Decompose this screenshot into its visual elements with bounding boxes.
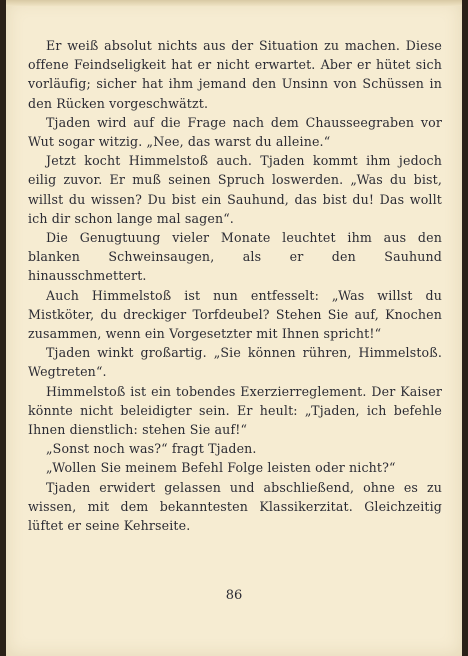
paragraph: Jetzt kocht Himmelstoß auch. Tjaden kommt ihm jedoch eilig zuvor. Er muß seinen Spruch loswerden. „Was du bist, willst du wissen? Du bist ein Sauhund, das bist du! Das wollt ich dir schon lange mal sagen“.	[28, 153, 442, 226]
paragraph: „Wollen Sie meinem Befehl Folge leisten oder nicht?“	[46, 460, 396, 476]
paragraph: Tjaden wird auf die Frage nach dem Chausseegraben vor Wut sogar witzig. „Nee, das warst du alleine.“	[28, 114, 442, 150]
paragraph: „Sonst noch was?“ fragt Tjaden.	[46, 441, 257, 457]
paragraph: Er weiß absolut nichts aus der Situation zu machen. Diese offene Feindseligkeit hat er nicht erwartet. Aber er hütet sich vorläufig; sicher hat ihm jemand den Unsinn von Schüssen in den Rücken vorgeschwätzt.	[28, 38, 442, 111]
page-top-edge	[6, 0, 462, 6]
page-number: 86	[225, 588, 243, 603]
paragraph: Die Genugtuung vieler Monate leuchtet ihm aus den blanken Schweinsaugen, als er den Sauhund hinausschmettert.	[28, 230, 442, 284]
paragraph: Himmelstoß ist ein tobendes Exerzierreglement. Der Kaiser könnte nicht beleidigter sein. Er heult: „Tjaden, ich befehle Ihnen dienstlich: stehen Sie auf!“	[28, 383, 442, 438]
page-body-text	[28, 36, 442, 535]
paragraph: Auch Himmelstoß ist nun entfesselt: „Was willst du Mistköter, du dreckiger Torfdeubel? Stehen Sie auf, Knochen zusammen, wenn ein Vorgesetzter mit Ihnen spricht!“	[28, 287, 442, 342]
paragraph: Tjaden winkt großartig. „Sie können rühren, Himmelstoß. Wegtreten“.	[28, 345, 442, 380]
book-page	[6, 0, 462, 656]
paragraph: Tjaden erwidert gelassen und abschließend, ohne es zu wissen, mit dem bekanntesten Klassikerzitat. Gleichzeitig lüftet er seine Kehrseite.	[28, 479, 442, 534]
